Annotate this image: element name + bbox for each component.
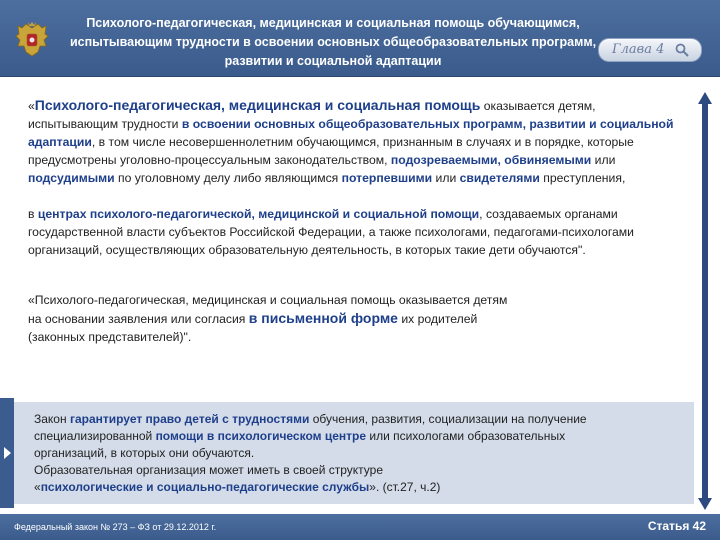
- title-line-1: Психолого-педагогическая, медицинская и социальная помощь обучающимся,: [86, 16, 580, 30]
- play-arrow-icon: [4, 447, 11, 459]
- search-icon: [675, 43, 689, 57]
- text-span: по уголовному делу либо являющимся: [114, 171, 342, 185]
- highlight-term: в письменной форме: [248, 310, 398, 326]
- footer-bar: [0, 514, 720, 540]
- highlight-term: центрах психолого-педагогической, медицинской и социальной помощи: [37, 207, 480, 221]
- text-span: «: [34, 480, 41, 494]
- page-title: [68, 14, 598, 71]
- article-number: Статья 42: [647, 519, 706, 533]
- text-span: специализированной: [34, 429, 156, 443]
- text-span: на основании заявления или согласия: [28, 312, 249, 326]
- paragraph-3: [28, 291, 686, 346]
- note-line-4: Образовательная организация может иметь в своей структуре: [34, 463, 384, 477]
- highlight-term: в освоении основных общеобразовательных программ, развитии и социальной адаптации: [28, 117, 674, 149]
- paragraph-1: [28, 96, 686, 187]
- chapter-search-button[interactable]: [598, 38, 702, 62]
- text-span: их родителей: [397, 312, 478, 326]
- highlight-term: свидетелями: [459, 171, 540, 185]
- text-span: или психологами образовательных: [366, 429, 566, 443]
- highlight-term: психологические и социально-педагогические службы: [40, 480, 370, 494]
- text-span: , создаваемых органами государственной власти субъектов Российской Федерации, а также психологами, педагогами-психологами организаций, осуществляющих образовательную деятельность, в которых такие дети обучаются".: [28, 207, 634, 257]
- scrollbar-track[interactable]: [702, 102, 708, 500]
- text-span: (законных представителей)".: [28, 330, 192, 344]
- chapter-label: Глава 4: [612, 42, 665, 57]
- text-span: в: [28, 207, 38, 221]
- text-span: или: [591, 153, 616, 167]
- side-expand-tab[interactable]: [0, 398, 14, 508]
- paragraph-2: [28, 205, 686, 259]
- text-span: преступления,: [539, 171, 626, 185]
- note-line-1: [34, 411, 674, 428]
- text-span: , в том числе несовершеннолетним обучающимся, признанным в случаях и в порядке, которые предусмотрены уголовно-процессуальным законодательством,: [28, 135, 634, 167]
- highlight-term: помощи в психологическом центре: [155, 429, 367, 443]
- scrollbar[interactable]: [698, 92, 712, 510]
- coat-of-arms-icon: [12, 20, 52, 60]
- note-line-5: [34, 479, 674, 496]
- text-span: «: [28, 99, 35, 113]
- main-content: [28, 96, 686, 346]
- title-line-3: развитии и социальной адаптации: [224, 54, 442, 68]
- text-span: обучения, развития, социализации на получение: [309, 412, 587, 426]
- summary-note-box: [14, 402, 694, 504]
- note-line-3: организаций, в которых они обучаются.: [34, 446, 255, 460]
- text-span: ». (ст.27, ч.2): [369, 480, 441, 494]
- text-span: или: [432, 171, 460, 185]
- summary-note-text: [34, 411, 674, 496]
- highlight-term: подозреваемыми, обвиняемыми: [390, 153, 592, 167]
- highlight-term: Психолого-педагогическая, медицинская и социальная помощь: [34, 97, 481, 113]
- text-span: «Психолого-педагогическая, медицинская и социальная помощь оказывается детям: [28, 293, 508, 307]
- title-line-2: испытывающим трудности в освоении основных общеобразовательных программ,: [69, 35, 597, 49]
- text-span: Закон: [34, 412, 70, 426]
- note-line-2: [34, 428, 674, 445]
- footer-law-reference: Федеральный закон № 273 – ФЗ от 29.12.2012 г.: [14, 522, 217, 532]
- scroll-down-arrow-icon[interactable]: [698, 498, 712, 510]
- highlight-term: потерпевшими: [341, 171, 433, 185]
- text-span: оказывается детям, испытывающим трудности: [28, 99, 596, 131]
- highlight-term: подсудимыми: [28, 171, 115, 185]
- header-bar: [0, 0, 720, 77]
- highlight-term: гарантирует право детей с трудностями: [69, 412, 310, 426]
